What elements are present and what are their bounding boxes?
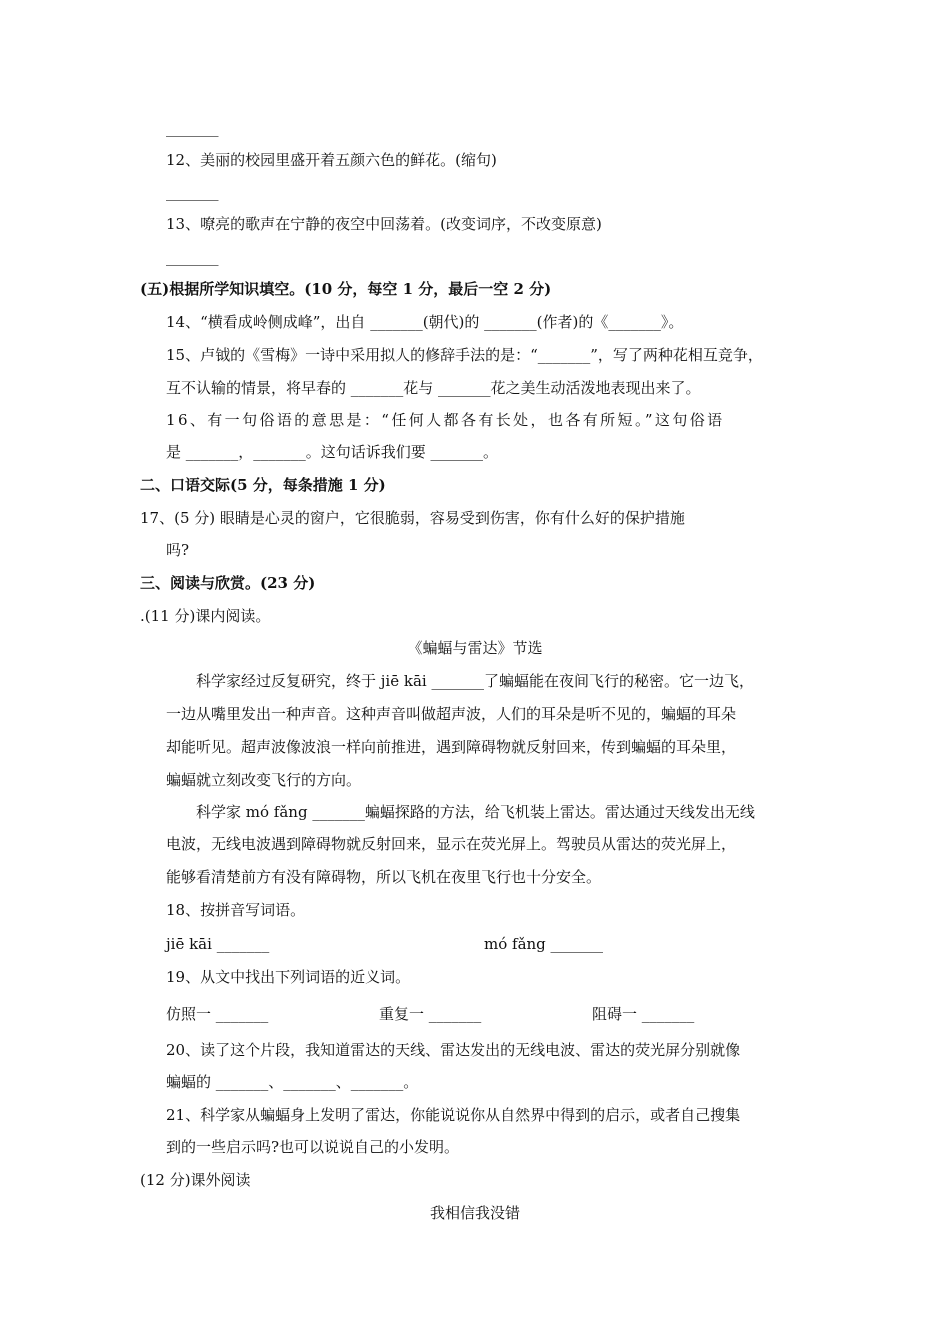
section-5-heading: (五)根据所学知识填空。(10 分，每空 1 分，最后一空 2 分)	[140, 280, 552, 298]
passage-1-para-2-line-1: 科学家 mó fǎng _______蝙蝠探路的方法，给飞机装上雷达。雷达通过天线发出无线	[196, 803, 755, 821]
question-18: 18、按拼音写词语。	[166, 901, 306, 919]
question-14: 14、“横看成岭侧成峰”，出自 _______(朝代)的 _______(作者)的《_______》。	[166, 313, 684, 331]
passage-1-para-1-line-4: 蝙蝠就立刻改变飞行的方向。	[166, 771, 362, 789]
question-21-line-1: 21、科学家从蝙蝠身上发明了雷达，你能说说你从自然界中得到的启示，或者自己搜集	[166, 1106, 741, 1124]
question-18-item-2: mó fǎng _______	[484, 935, 604, 953]
question-20-line-1: 20、读了这个片段，我知道雷达的天线、雷达发出的无线电波、雷达的荧光屏分别就像	[166, 1041, 741, 1059]
question-17-line-1: 17、(5 分) 眼睛是心灵的窗户，它很脆弱，容易受到伤害，你有什么好的保护措施	[140, 509, 685, 527]
question-12: 12、美丽的校园里盛开着五颜六色的鲜花。(缩句)	[166, 151, 497, 169]
reading-part-1-heading: .(11 分)课内阅读。	[140, 607, 271, 625]
question-15-line-2: 互不认输的情景，将早春的 _______花与 _______花之美生动活泼地表现出来了。	[166, 379, 701, 397]
question-18-item-1: jiē kāi _______	[166, 935, 270, 953]
section-2-heading: 二、口语交际(5 分，每条措施 1 分)	[140, 476, 386, 494]
passage-1-para-1-line-2: 一边从嘴里发出一种声音。这种声音叫做超声波，人们的耳朵是听不见的，蝙蝠的耳朵	[166, 705, 737, 723]
question-17-line-2: 吗?	[166, 541, 190, 559]
question-19-item-1: 仿照一 _______	[166, 1005, 269, 1023]
question-21-line-2: 到的一些启示吗?也可以说说自己的小发明。	[166, 1138, 460, 1156]
reading-part-2-heading: (12 分)课外阅读	[140, 1171, 251, 1189]
answer-blank: _______	[166, 183, 219, 201]
passage-1-title: 《蝙蝠与雷达》节选	[407, 639, 543, 657]
question-19: 19、从文中找出下列词语的近义词。	[166, 968, 411, 986]
question-15-line-1: 15、卢钺的《雪梅》一诗中采用拟人的修辞手法的是：“_______”，写了两种花相互竞争，	[166, 346, 763, 364]
question-16-line-1: 16、有一句俗语的意思是：“任何人都各有长处，也各有所短。”这句俗语	[166, 411, 725, 429]
question-16-line-2: 是 _______，_______。这句话诉我们要 _______。	[166, 443, 499, 461]
question-20-line-2: 蝙蝠的 _______、_______、_______。	[166, 1073, 419, 1091]
question-19-item-2: 重复一 _______	[379, 1005, 482, 1023]
question-19-item-3: 阻碍一 _______	[592, 1005, 695, 1023]
answer-blank: _______	[166, 248, 219, 266]
question-13: 13、嘹亮的歌声在宁静的夜空中回荡着。(改变词序，不改变原意)	[166, 215, 602, 233]
passage-1-para-2-line-2: 电波，无线电波遇到障碍物就反射回来，显示在荧光屏上。驾驶员从雷达的荧光屏上，	[166, 835, 737, 853]
passage-1-para-2-line-3: 能够看清楚前方有没有障碍物，所以飞机在夜里飞行也十分安全。	[166, 868, 602, 886]
passage-2-title: 我相信我没错	[429, 1204, 520, 1222]
answer-blank: _______	[166, 119, 219, 137]
section-3-heading: 三、阅读与欣赏。(23 分)	[140, 574, 316, 592]
passage-1-para-1-line-3: 却能听见。超声波像波浪一样向前推进，遇到障碍物就反射回来，传到蝙蝠的耳朵里，	[166, 738, 737, 756]
passage-1-para-1-line-1: 科学家经过反复研究，终于 jiē kāi _______了蝙蝠能在夜间飞行的秘密。它一边飞，	[196, 672, 754, 690]
